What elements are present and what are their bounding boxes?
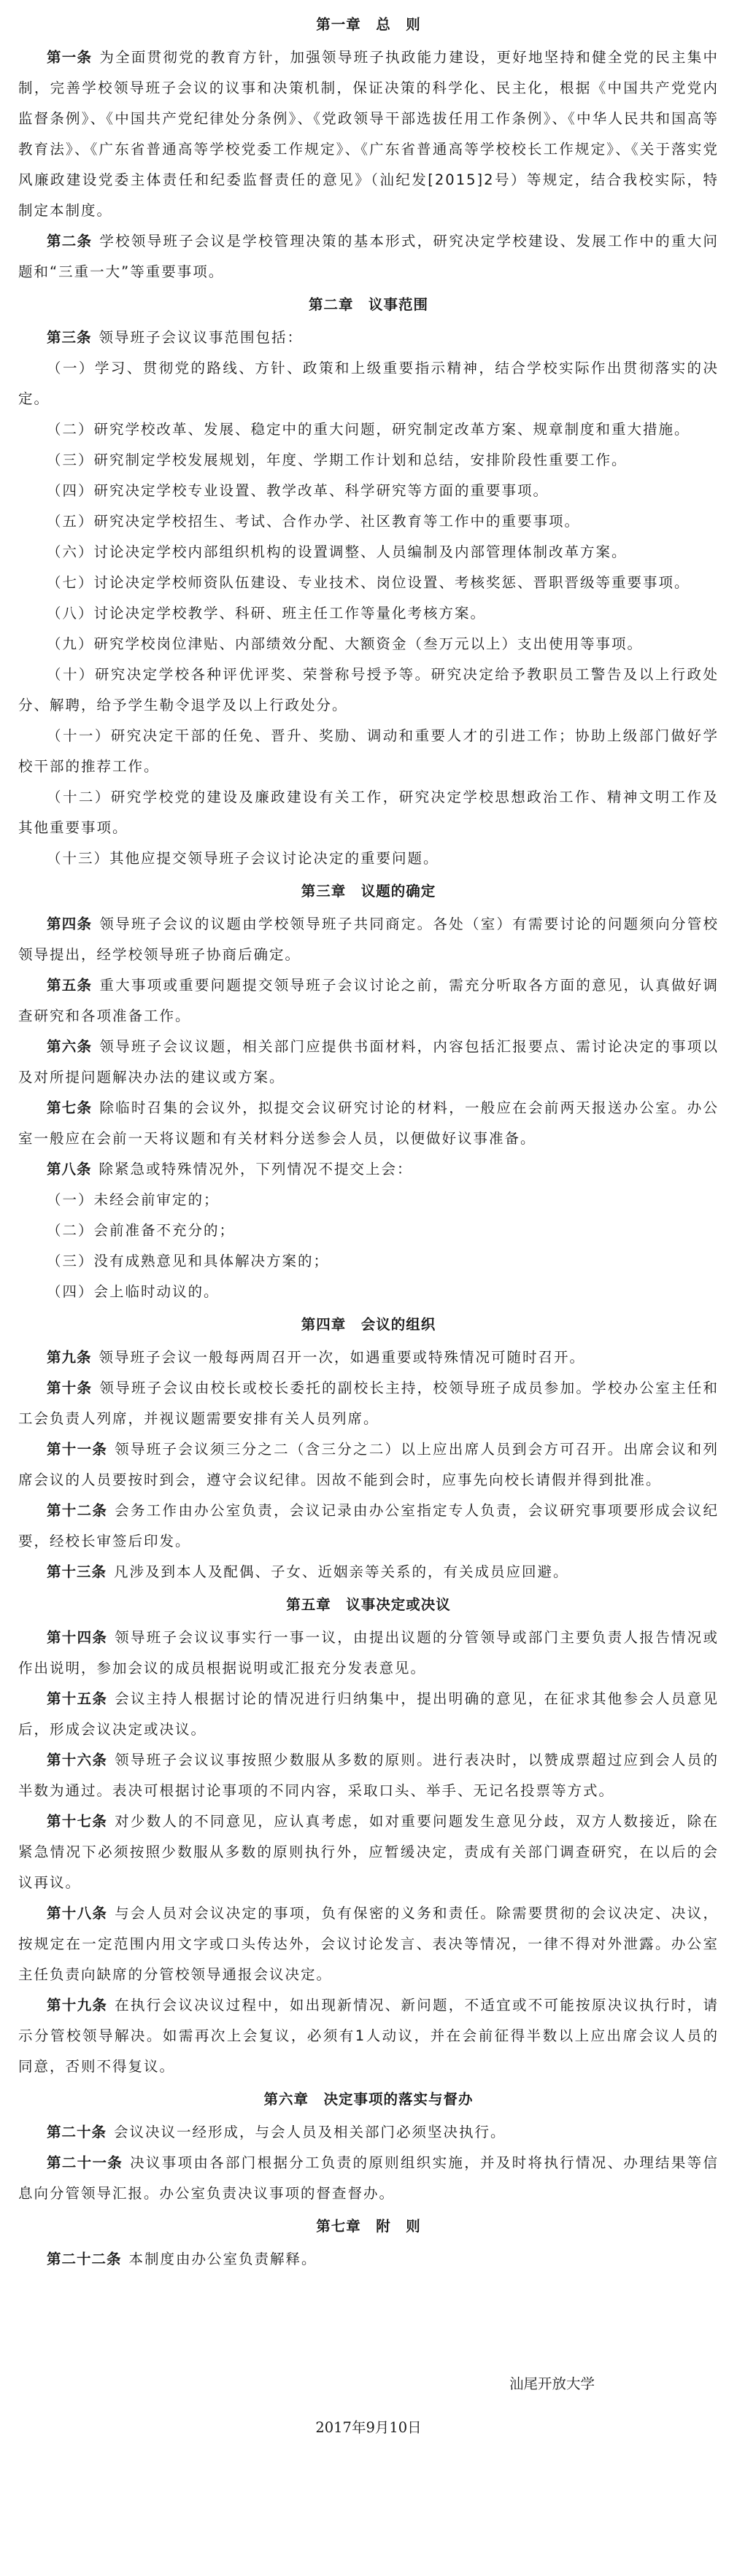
article-18 bbox=[18, 1898, 719, 1990]
article-2-text: 学校领导班子会议是学校管理决策的基本形式，研究决定学校建设、发展工作中的重大问题和“三重一大”等重要事项。 bbox=[18, 233, 719, 280]
article-16 bbox=[18, 1745, 719, 1806]
article-22-text: 本制度由办公室负责解释。 bbox=[128, 2251, 317, 2267]
article-5 bbox=[18, 970, 719, 1032]
article-12-text: 会务工作由办公室负责，会议记录由办公室指定专人负责，会议研究事项要形成会议纪要，经校长审签后印发。 bbox=[18, 1502, 719, 1550]
article-19-text: 在执行会议决议过程中，如出现新情况、新问题，不适宜或不可能按原决议执行时，请示分管校领导解决。如需再次上会复议，必须有1人动议，并在会前征得半数以上应出席会议人员的同意，否则不得复议。 bbox=[18, 1997, 719, 2075]
list-item: （四）会上临时动议的。 bbox=[47, 1283, 220, 1300]
article-1-label: 第一条 bbox=[47, 49, 93, 66]
list-item: （三）没有成熟意见和具体解决方案的； bbox=[47, 1253, 330, 1269]
list-item: （一）未经会前审定的； bbox=[47, 1191, 220, 1208]
article-8-text: 除紧急或特殊情况外，下列情况不提交上会： bbox=[99, 1161, 413, 1177]
list-item: （三）研究制定学校发展规划，年度、学期工作计划和总结，安排阶段性重要工作。 bbox=[47, 452, 628, 468]
chapter-2-title: 第二章 议事范围 bbox=[308, 296, 428, 313]
article-5-text: 重大事项或重要问题提交领导班子会议讨论之前，需充分听取各方面的意见，认真做好调查研究和各项准备工作。 bbox=[18, 977, 719, 1024]
article-3-text: 领导班子会议议事范围包括： bbox=[99, 329, 304, 346]
article-9 bbox=[18, 1342, 719, 1373]
list-item: （十二）研究学校党的建设及廉政建设有关工作，研究决定学校思想政治工作、精神文明工作及其他重要事项。 bbox=[18, 789, 719, 836]
article-9-text: 领导班子会议一般每两周召开一次，如遇重要或特殊情况可随时召开。 bbox=[99, 1349, 586, 1366]
chapter-7-title: 第七章 附 则 bbox=[316, 2218, 421, 2235]
article-13-label: 第十三条 bbox=[47, 1563, 107, 1580]
list-item: （一）学习、贯彻党的路线、方针、政策和上级重要指示精神，结合学校实际作出贯彻落实的决定。 bbox=[18, 360, 719, 407]
article-19 bbox=[18, 1990, 719, 2082]
article-22-label: 第二十二条 bbox=[47, 2251, 122, 2267]
article-7-text: 除临时召集的会议外，拟提交会议研究讨论的材料，一般应在会前两天报送办公室。办公室一般应在会前一天将议题和有关材料分送参会人员，以便做好议事准备。 bbox=[18, 1099, 719, 1147]
article-13-text: 凡涉及到本人及配偶、子女、近姻亲等关系的，有关成员应回避。 bbox=[114, 1563, 569, 1580]
article-20-label: 第二十条 bbox=[47, 2124, 107, 2140]
list-item: （六）讨论决定学校内部组织机构的设置调整、人员编制及内部管理体制改革方案。 bbox=[47, 544, 628, 560]
article-12-label: 第十二条 bbox=[47, 1502, 108, 1519]
article-1 bbox=[18, 42, 719, 226]
chapter-1-title: 第一章 总 则 bbox=[316, 16, 421, 33]
article-2 bbox=[18, 226, 719, 287]
list-item: （十一）研究决定干部的任免、晋升、奖励、调动和重要人才的引进工作；协助上级部门做好学校干部的推荐工作。 bbox=[18, 727, 719, 775]
article-18-label: 第十八条 bbox=[47, 1905, 108, 1922]
article-10 bbox=[18, 1373, 719, 1434]
article-16-label: 第十六条 bbox=[47, 1752, 108, 1768]
article-7-label: 第七条 bbox=[47, 1099, 93, 1116]
list-item: （二）研究学校改革、发展、稳定中的重大问题，研究制定改革方案、规章制度和重大措施。 bbox=[47, 421, 690, 438]
article-21-text: 决议事项由各部门根据分工负责的原则组织实施，并及时将执行情况、办理结果等信息向分管领导汇报。办公室负责决议事项的督查督办。 bbox=[18, 2154, 719, 2202]
article-14 bbox=[18, 1622, 719, 1684]
article-14-text: 领导班子会议议事实行一事一议，由提出议题的分管领导或部门主要负责人报告情况或作出说明，参加会议的成员根据说明或汇报充分发表意见。 bbox=[18, 1629, 719, 1676]
article-4-label: 第四条 bbox=[47, 916, 93, 932]
list-item: （九）研究学校岗位津贴、内部绩效分配、大额资金（叁万元以上）支出使用等事项。 bbox=[47, 635, 644, 652]
article-1-text: 为全面贯彻党的教育方针，加强领导班子执政能力建设，更好地坚持和健全党的民主集中制，完善学校领导班子会议的议事和决策机制，保证决策的科学化、民主化，根据《中国共产党党内监督条例》、《中国共产党纪律处分条例》、《党政领导干部选拔任用工作条例》、《中华人民共和国高等教育法》、《广东省普通高等学校党委工作规定》、《广东省普通高等学校校长工作规定》、《关于落实党风廉政建设党委主体责任和纪委监督责任的意见》（汕纪发[2015]2号）等规定，结合我校实际，特制定本制度。 bbox=[18, 49, 719, 219]
article-3-label: 第三条 bbox=[47, 329, 92, 346]
article-6-label: 第六条 bbox=[47, 1038, 93, 1055]
article-9-label: 第九条 bbox=[47, 1349, 92, 1366]
list-item: （十）研究决定学校各种评优评奖、荣誉称号授予等。研究决定给予教职员工警告及以上行政处分、解聘，给予学生勒令退学及以上行政处分。 bbox=[18, 666, 719, 713]
article-6-text: 领导班子会议议题，相关部门应提供书面材料，内容包括汇报要点、需讨论决定的事项以及对所提问题解决办法的建议或方案。 bbox=[18, 1038, 719, 1086]
article-17-text: 对少数人的不同意见，应认真考虑，如对重要问题发生意见分歧，双方人数接近，除在紧急情况下必须按照少数服从多数的原则执行外，应暂缓决定，责成有关部门调查研究，在以后的会议再议。 bbox=[18, 1813, 719, 1891]
article-21 bbox=[18, 2148, 719, 2209]
article-15 bbox=[18, 1684, 719, 1745]
article-6 bbox=[18, 1032, 719, 1093]
issue-date: 2017年9月10日 bbox=[315, 2419, 422, 2436]
article-8-label: 第八条 bbox=[47, 1161, 92, 1177]
article-3 bbox=[18, 322, 719, 353]
issuing-organization: 汕尾开放大学 bbox=[509, 2375, 595, 2392]
chapter-4-title: 第四章 会议的组织 bbox=[301, 1316, 436, 1333]
chapter-6-title: 第六章 决定事项的落实与督办 bbox=[263, 2091, 474, 2108]
article-4 bbox=[18, 909, 719, 970]
list-item: （八）讨论决定学校教学、科研、班主任工作等量化考核方案。 bbox=[47, 605, 487, 622]
list-item: （二）会前准备不充分的； bbox=[47, 1222, 236, 1239]
article-10-text: 领导班子会议由校长或校长委托的副校长主持，校领导班子成员参加。学校办公室主任和工会负责人列席，并视议题需要安排有关人员列席。 bbox=[18, 1380, 719, 1427]
article-10-label: 第十条 bbox=[47, 1380, 93, 1396]
article-8 bbox=[18, 1154, 719, 1185]
article-22 bbox=[18, 2244, 719, 2275]
article-17-label: 第十七条 bbox=[47, 1813, 108, 1830]
article-11-text: 领导班子会议须三分之二（含三分之二）以上应出席人员到会方可召开。出席会议和列席会议的人员要按时到会，遵守会议纪律。因故不能到会时，应事先向校长请假并得到批准。 bbox=[18, 1441, 719, 1488]
article-19-label: 第十九条 bbox=[47, 1997, 108, 2014]
article-7 bbox=[18, 1093, 719, 1154]
article-13 bbox=[18, 1557, 719, 1587]
article-11-label: 第十一条 bbox=[47, 1441, 108, 1458]
article-15-text: 会议主持人根据讨论的情况进行归纳集中，提出明确的意见，在征求其他参会人员意见后，形成会议决定或决议。 bbox=[18, 1690, 719, 1738]
chapter-5-title: 第五章 议事决定或决议 bbox=[286, 1596, 451, 1613]
chapter-3-title: 第三章 议题的确定 bbox=[301, 883, 436, 900]
article-5-label: 第五条 bbox=[47, 977, 93, 994]
article-20-text: 会议决议一经形成，与会人员及相关部门必须坚决执行。 bbox=[114, 2124, 506, 2140]
list-item: （十三）其他应提交领导班子会议讨论决定的重要问题。 bbox=[47, 850, 439, 867]
article-21-label: 第二十一条 bbox=[47, 2154, 123, 2171]
article-12 bbox=[18, 1496, 719, 1557]
article-15-label: 第十五条 bbox=[47, 1690, 108, 1707]
article-14-label: 第十四条 bbox=[47, 1629, 108, 1646]
list-item: （四）研究决定学校专业设置、教学改革、科学研究等方面的重要事项。 bbox=[47, 482, 549, 499]
article-11 bbox=[18, 1434, 719, 1496]
article-20 bbox=[18, 2117, 719, 2148]
article-18-text: 与会人员对会议决定的事项，负有保密的义务和责任。除需要贯彻的会议决定、决议，按规定在一定范围内用文字或口头传达外，会议讨论发言、表决等情况，一律不得对外泄露。办公室主任负责向缺席的分管校领导通报会议决定。 bbox=[18, 1905, 719, 1983]
list-item: （七）讨论决定学校师资队伍建设、专业技术、岗位设置、考核奖惩、晋职晋级等重要事项。 bbox=[47, 574, 690, 591]
article-4-text: 领导班子会议的议题由学校领导班子共同商定。各处（室）有需要讨论的问题须向分管校领导提出，经学校领导班子协商后确定。 bbox=[18, 916, 719, 963]
list-item: （五）研究决定学校招生、考试、合作办学、社区教育等工作中的重要事项。 bbox=[47, 513, 581, 530]
article-17 bbox=[18, 1806, 719, 1898]
article-16-text: 领导班子会议议事按照少数服从多数的原则。进行表决时，以赞成票超过应到会人员的半数为通过。表决可根据讨论事项的不同内容，采取口头、举手、无记名投票等方式。 bbox=[18, 1752, 719, 1799]
article-2-label: 第二条 bbox=[47, 233, 93, 250]
